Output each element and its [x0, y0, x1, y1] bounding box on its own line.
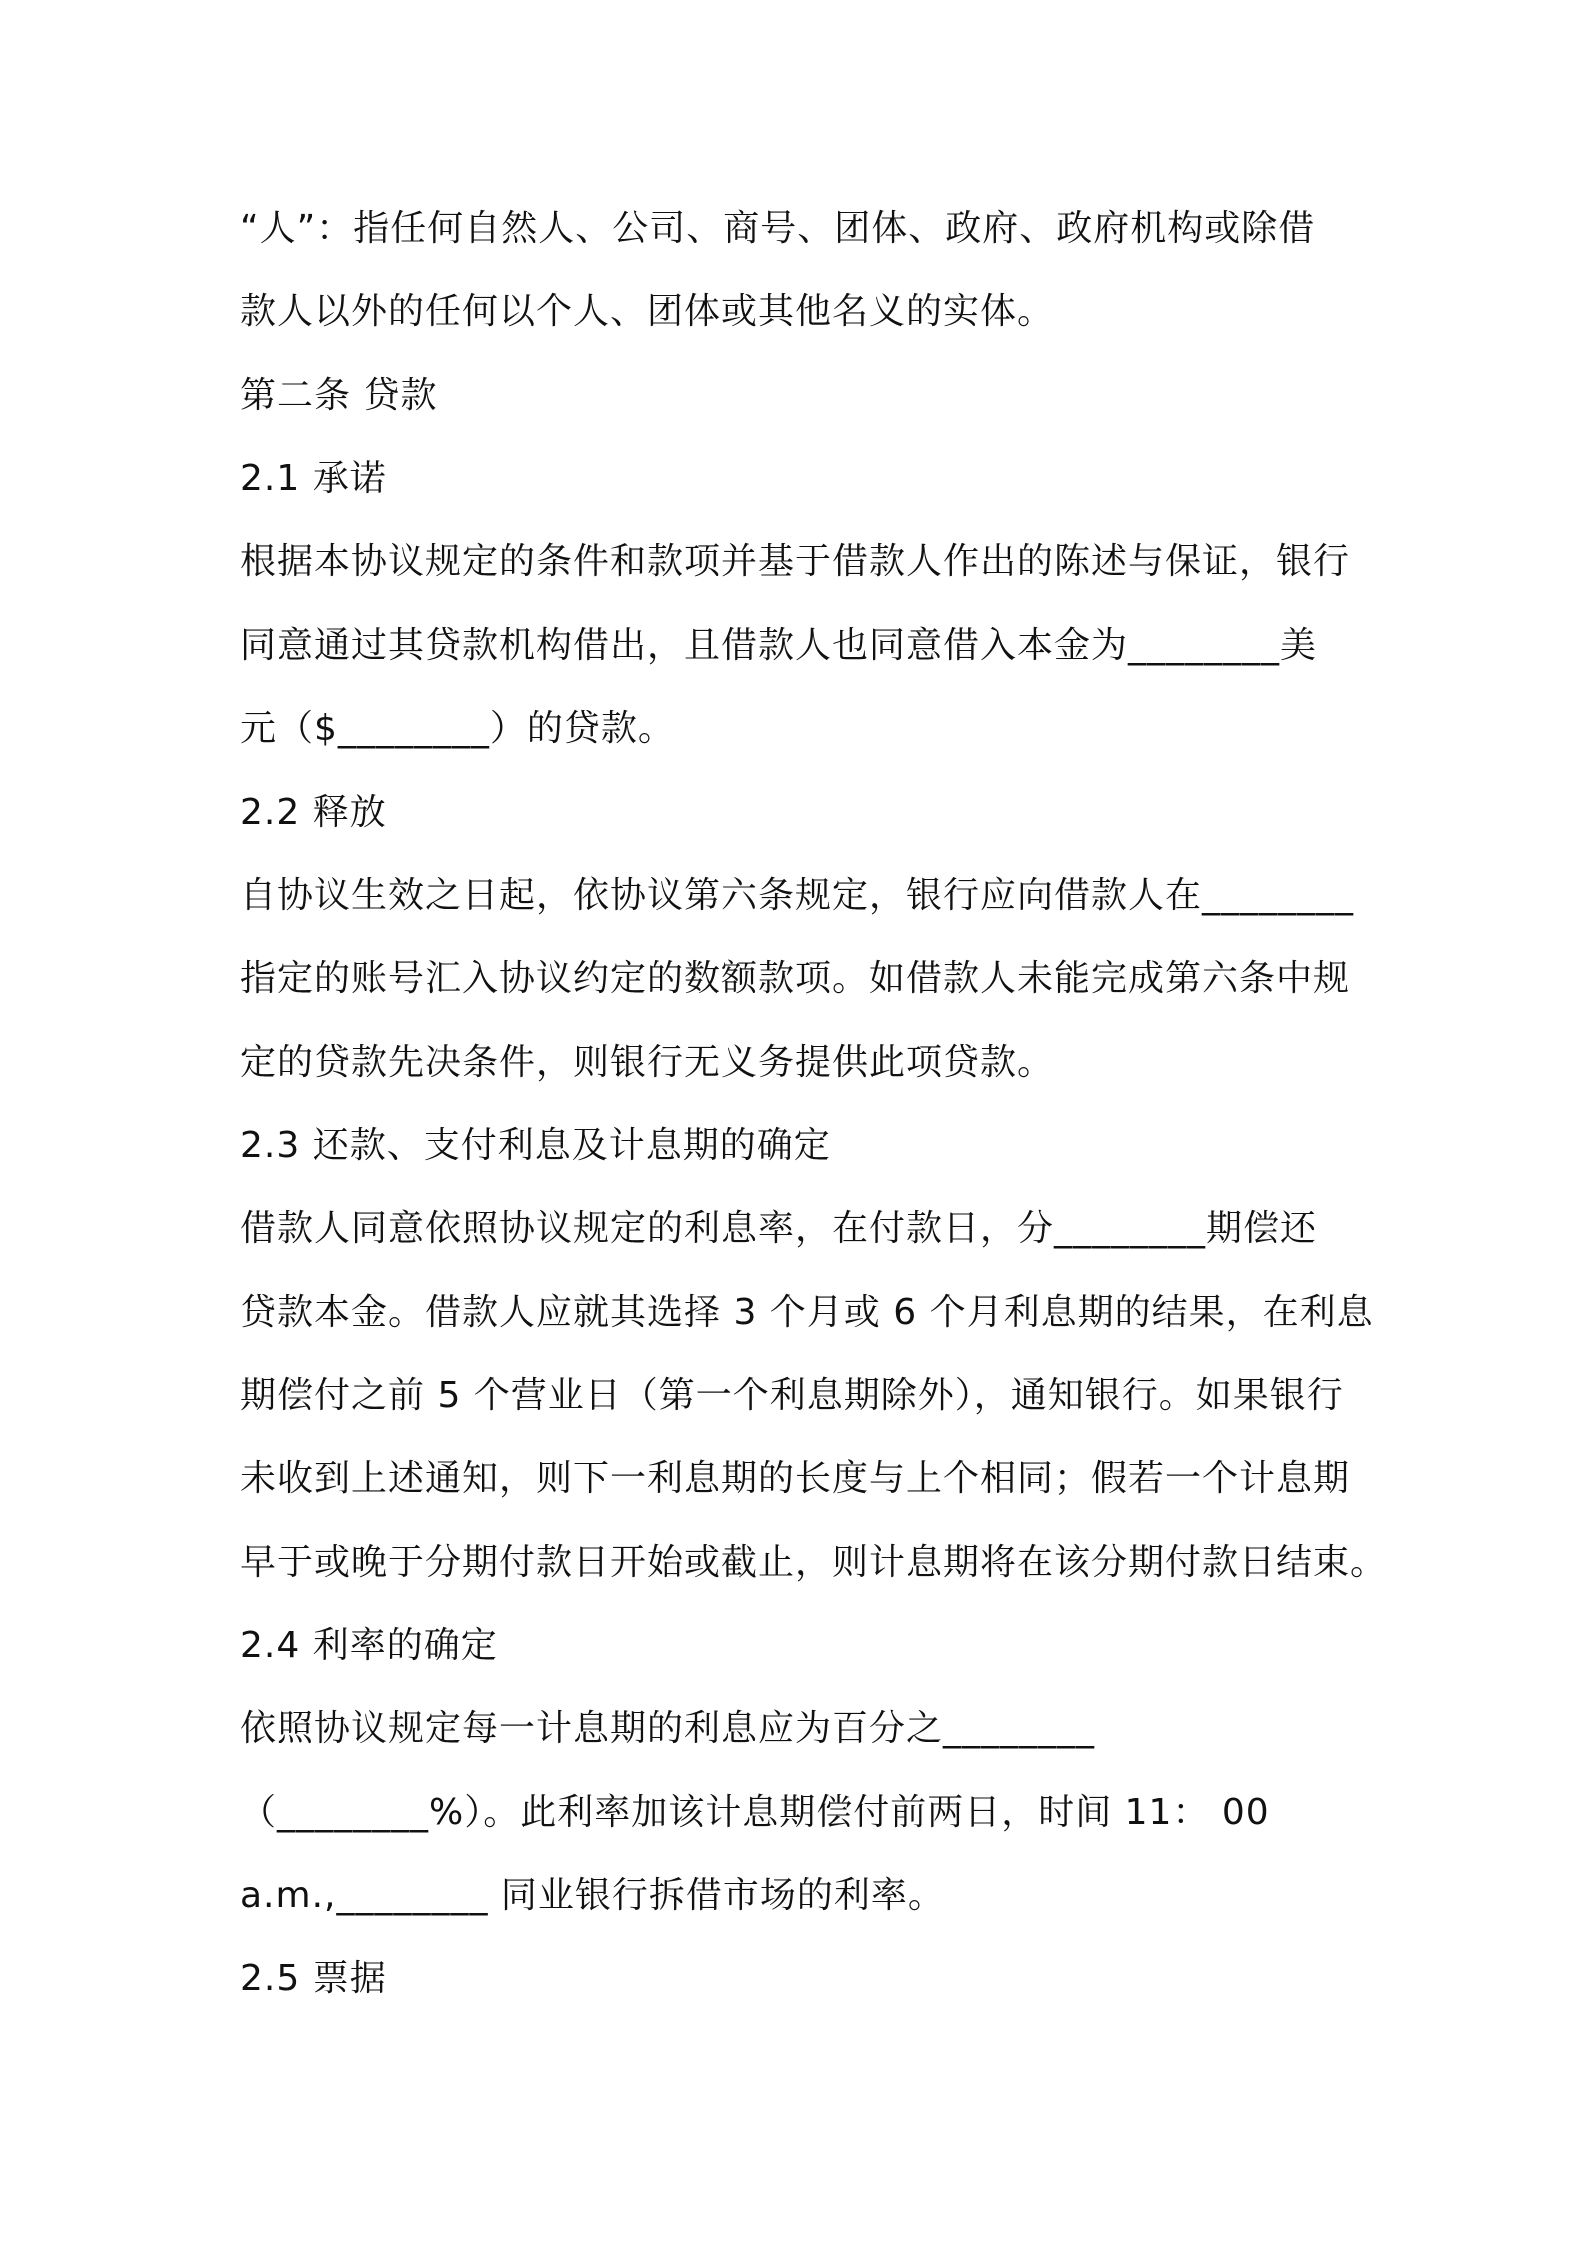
text-line: 借款人同意依照协议规定的利息率，在付款日，分________期偿还 [240, 1208, 1318, 1249]
clause-heading: 2.5 票据 [240, 1958, 387, 1999]
text-line: （________%）。此利率加该计息期偿付前两日，时间 11： 00 [240, 1792, 1270, 1833]
text-line: 贷款本金。借款人应就其选择 3 个月或 6 个月利息期的结果，在利息 [240, 1292, 1374, 1333]
text-line: 同意通过其贷款机构借出，且借款人也同意借入本金为________美 [240, 625, 1318, 666]
text-line: 依照协议规定每一计息期的利息应为百分之________ [240, 1708, 1096, 1749]
clause-heading: 2.1 承诺 [240, 458, 387, 499]
text-line: a.m.,________ 同业银行拆借市场的利率。 [240, 1875, 945, 1916]
section-heading: 第二条 贷款 [240, 375, 438, 416]
clause-heading: 2.4 利率的确定 [240, 1625, 498, 1666]
text-line: 款人以外的任何以个人、团体或其他名义的实体。 [240, 291, 1055, 332]
text-line: 早于或晚于分期付款日开始或截止，则计息期将在该分期付款日结束。 [240, 1542, 1388, 1583]
text-line: 指定的账号汇入协议约定的数额款项。如借款人未能完成第六条中规 [240, 958, 1351, 999]
text-line: 自协议生效之日起，依协议第六条规定，银行应向借款人在________ [240, 875, 1355, 916]
text-line: “人”：指任何自然人、公司、商号、团体、政府、政府机构或除借 [240, 208, 1316, 249]
text-line: 定的贷款先决条件，则银行无义务提供此项贷款。 [240, 1042, 1055, 1083]
text-line: 元（$________）的贷款。 [240, 708, 675, 749]
clause-heading: 2.2 释放 [240, 792, 387, 833]
text-line: 根据本协议规定的条件和款项并基于借款人作出的陈述与保证，银行 [240, 541, 1351, 582]
text-line: 期偿付之前 5 个营业日（第一个利息期除外），通知银行。如果银行 [240, 1375, 1344, 1416]
clause-heading: 2.3 还款、支付利息及计息期的确定 [240, 1125, 831, 1166]
text-line: 未收到上述通知，则下一利息期的长度与上个相同；假若一个计息期 [240, 1458, 1351, 1499]
